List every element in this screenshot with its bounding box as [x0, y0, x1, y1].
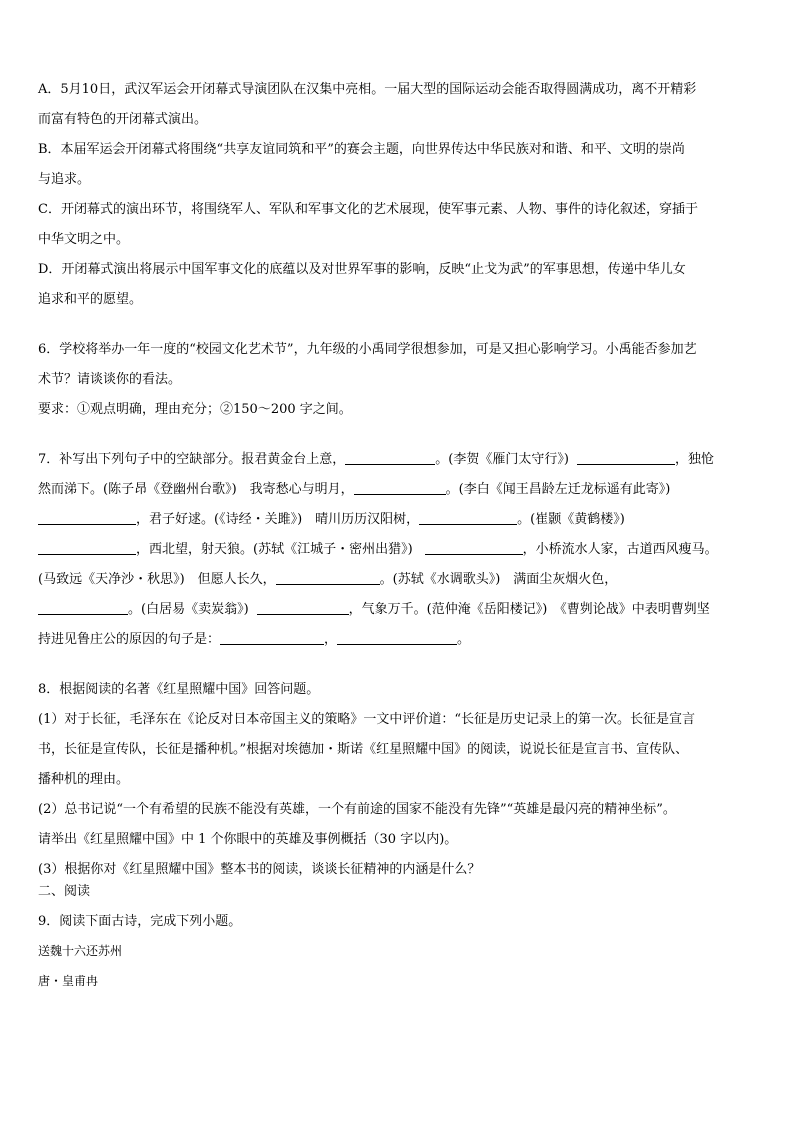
q7-text: ，君子好逑。(《诗经・关雎》) 晴川历历汉阳树，: [136, 512, 420, 527]
q7-text: 。(李白《闻王昌龄左迁龙标遥有此寄》): [445, 482, 671, 497]
q7-line1: [38, 450, 758, 480]
q7-text: ，独怆: [674, 452, 714, 467]
spacer: [38, 320, 758, 340]
q5-option-b-line2: 与追求。: [38, 172, 91, 187]
answer-blank[interactable]: [354, 480, 446, 495]
q7-text: 。(崔颢《黄鹤楼》): [517, 512, 625, 527]
q8-part2-line1: (2）总书记说“一个有希望的民族不能没有英雄，一个有前途的国家不能没有先锋”“英雄是最闪亮的精神坐标”。: [38, 802, 676, 817]
answer-blank[interactable]: [38, 510, 136, 525]
q7-text: ，气象万千。(范仲淹《岳阳楼记》) 《曹刿论战》中表明曹刿坚: [348, 602, 710, 617]
q6-line1: 6．学校将举办一年一度的“校园文化艺术节”，九年级的小禹同学很想参加，可是又担心影响学习。小禹能否参加艺: [38, 342, 697, 357]
answer-blank[interactable]: [257, 600, 349, 615]
answer-blank[interactable]: [276, 570, 380, 585]
q5-option-c-line1: C．开闭幕式的演出环节，将围绕军人、军队和军事文化的艺术展现，使军事元素、人物、事件的诗化叙述，穿插于: [38, 202, 698, 217]
q7-line2: [38, 480, 758, 510]
q5-option-c-line2: 中华文明之中。: [38, 232, 130, 247]
q8-part1-line3: 播种机的理由。: [38, 772, 130, 787]
q7-text: 。(白居易《卖炭翁》): [128, 602, 249, 617]
q8-part1-line2: 书，长征是宣传队，长征是播种机。”根据对埃德加・斯诺《红星照耀中国》的阅读，说说长征是宣言书、宣传队、: [38, 742, 689, 757]
q7-text: 。(李贺《雁门太守行》): [435, 452, 569, 467]
answer-blank[interactable]: [345, 450, 435, 465]
q7-text: 7．补写出下列句子中的空缺部分。报君黄金台上意，: [38, 452, 346, 467]
q6-line2: 术节？请谈谈你的看法。: [38, 372, 182, 387]
poem-author: 唐・皇甫冉: [38, 974, 99, 988]
q7-line7: [38, 630, 758, 660]
q5-option-b-line1: B．本届军运会开闭幕式将围绕“共享友谊同筑和平”的赛会主题，向世界传达中华民族对和谐、和平、文明的崇尚: [38, 142, 685, 157]
q7-text: ，小桥流水人家，古道西风瘦马。: [522, 542, 718, 557]
q5-option-d-line1: D．开闭幕式演出将展示中国军事文化的底蕴以及对世界军事的影响，反映“止戈为武”的军事思想，传递中华儿女: [38, 262, 686, 277]
q8-part2-line2: 请举出《红星照耀中国》中 1 个你眼中的英雄及事例概括（30 字以内)。: [38, 832, 458, 847]
q8-part1-line1: (1）对于长征，毛泽东在《论反对日本帝国主义的策略》一文中评价道：“长征是历史记录上的第一次。长征是宣言: [38, 712, 695, 727]
q9-title: 9．阅读下面古诗，完成下列小题。: [38, 914, 242, 929]
exam-page: [38, 80, 758, 1002]
q8-title: 8．根据阅读的名著《红星照耀中国》回答问题。: [38, 682, 320, 697]
q7-text: (马致远《天净沙・秋思》) 但愿人长久，: [38, 572, 276, 587]
spacer: [38, 660, 758, 680]
poem-title: 送魏十六还苏州: [38, 944, 123, 958]
answer-blank[interactable]: [38, 600, 128, 615]
q7-line3: [38, 510, 758, 540]
answer-blank[interactable]: [220, 630, 324, 645]
q7-text: 。(苏轼《水调歌头》) 满面尘灰烟火色，: [379, 572, 618, 587]
q5-option-a-line1: A．5月10日，武汉军运会开闭幕式导演团队在汉集中亮相。一届大型的国际运动会能否取得圆满成功，离不开精彩: [38, 82, 697, 97]
q7-text: ，: [324, 632, 338, 647]
answer-blank[interactable]: [577, 450, 675, 465]
spacer: [38, 430, 758, 450]
q7-line6: [38, 600, 758, 630]
q5-option-a-line2: 而富有特色的开闭幕式演出。: [38, 112, 208, 127]
answer-blank[interactable]: [337, 630, 457, 645]
q7-text: 持进见鲁庄公的原因的句子是：: [38, 632, 221, 647]
answer-blank[interactable]: [38, 540, 136, 555]
answer-blank[interactable]: [425, 540, 523, 555]
q7-line5: [38, 570, 758, 600]
q5-option-d-line2: 追求和平的愿望。: [38, 292, 143, 307]
q7-text: 。: [457, 632, 471, 647]
section-heading: 二、阅读: [38, 884, 91, 899]
q6-requirements: 要求：①观点明确，理由充分；②150～200 字之间。: [38, 402, 352, 417]
q7-text: 然而涕下。(陈子昂《登幽州台歌》) 我寄愁心与明月，: [38, 482, 354, 497]
q8-part3: (3）根据你对《红星照耀中国》整本书的阅读，谈谈长征精神的内涵是什么？: [38, 862, 481, 877]
q7-line4: [38, 540, 758, 570]
answer-blank[interactable]: [419, 510, 517, 525]
q7-text: ，西北望，射天狼。(苏轼《江城子・密州出猎》): [136, 542, 413, 557]
